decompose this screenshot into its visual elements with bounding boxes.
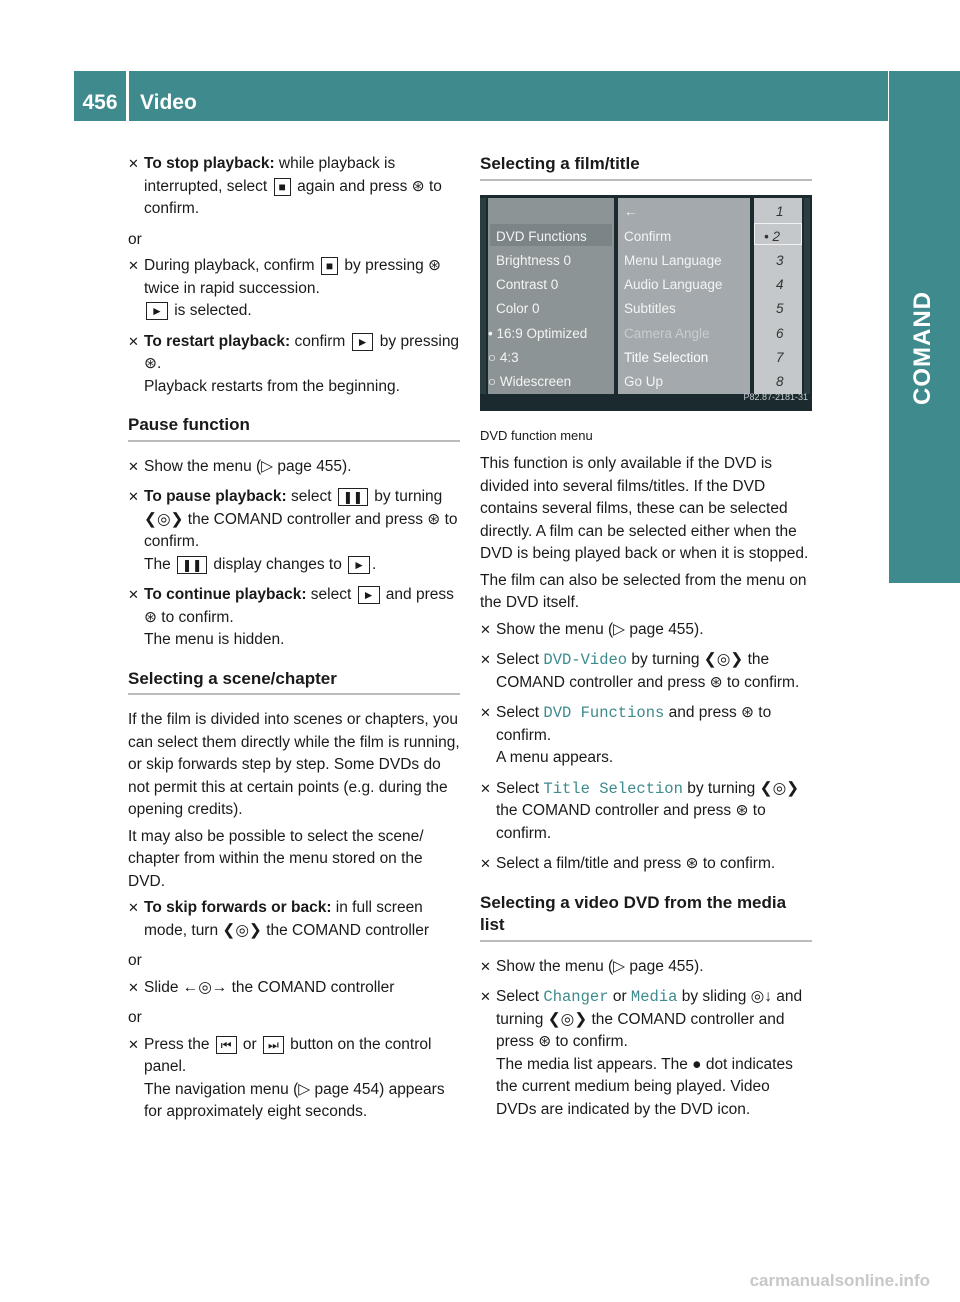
step-text: and press ⊛ to confirm.	[496, 704, 772, 744]
step-text: by sliding ◎↓ and turning ❮◎❯ the COMAND controller and press ⊛ to confirm.	[496, 988, 803, 1050]
step-arrow-icon: ✕	[128, 258, 139, 273]
play-key-icon: ►	[352, 333, 374, 351]
step-note: A menu appears.	[496, 749, 614, 766]
header-divider	[126, 71, 129, 121]
skip-back-key-icon: ⏮	[216, 1036, 237, 1054]
play-key-icon: ►	[348, 556, 370, 574]
or-text: or	[128, 230, 142, 248]
step-film-1	[480, 619, 812, 642]
pause-key-icon: ❚❚	[338, 488, 368, 506]
step-text: in full screen mode, turn ❮◎❯ the COMAND controller	[144, 899, 430, 939]
step-scene-1	[128, 897, 460, 942]
step-text: Select	[496, 704, 544, 721]
title-number: 6	[776, 325, 784, 341]
pause-key-icon: ❚❚	[177, 556, 207, 574]
step-stop-2	[128, 255, 460, 323]
step-note: The media list appears. The ● dot indicates the current medium being played. Video DVDs are indicated by the DVD icon.	[496, 1055, 793, 1118]
section-tab-label: COMAND	[909, 291, 936, 405]
step-text: by pressing ⊛.	[144, 332, 460, 372]
skip-forward-key-icon: ⏭	[263, 1036, 284, 1054]
menu-item: Audio Language	[624, 276, 723, 292]
title-number: 3	[776, 252, 784, 268]
play-key-icon: ►	[358, 586, 380, 604]
menu-item: Title Selection	[624, 349, 709, 365]
step-pause-1	[128, 456, 460, 479]
step-text: Select	[496, 651, 544, 668]
step-text: or	[238, 1035, 261, 1053]
stop-key-icon: ■	[321, 257, 338, 275]
watermark: carmanualsonline.info	[749, 1271, 930, 1290]
title-number: 1	[776, 203, 784, 219]
film-paragraph-2: The film can also be selected from the menu on the DVD itself.	[480, 571, 807, 611]
step-label: To pause playback:	[144, 488, 287, 505]
step-text: by turning ❮◎❯ the COMAND controller and press ⊛ to confirm.	[496, 651, 800, 691]
step-arrow-icon: ✕	[480, 989, 491, 1004]
stop-key-icon: ■	[274, 178, 291, 196]
step-label: To stop playback:	[144, 155, 275, 172]
scene-paragraph-1: If the film is divided into scenes or chapters, you can select them directly while the film is running, or skip forwards step by step. Some DVDs do not permit this at certain points (e.g. during the opening credits).	[128, 711, 460, 818]
menu-item: Go Up	[624, 373, 664, 389]
step-text: Press the	[144, 1035, 214, 1053]
step-text: Show the menu (▷ page 455).	[496, 957, 704, 975]
film-paragraph-1: This function is only available if the DVD is divided into several films/titles. If the DVD contains several films, these can be selected directly. A film can be selected either when the DVD is being played back or when it is stopped.	[480, 455, 809, 562]
step-text: Select a film/title and press ⊛ to confirm.	[496, 855, 776, 872]
step-note: display changes to	[209, 555, 347, 573]
step-label: To restart playback:	[144, 332, 291, 350]
section-tab	[889, 71, 960, 583]
page-header	[74, 71, 888, 121]
step-arrow-icon: ✕	[128, 156, 139, 171]
step-media-1	[480, 956, 812, 979]
step-arrow-icon: ✕	[480, 652, 491, 667]
step-arrow-icon: ✕	[128, 900, 139, 915]
page-title: Video	[140, 91, 197, 114]
screen-edge	[480, 198, 486, 394]
menu-term: DVD Functions	[543, 704, 665, 722]
step-text: by turning ❮◎❯ the COMAND controller and press ⊛ to confirm.	[496, 779, 800, 842]
menu-item: Confirm	[624, 228, 672, 244]
menu-item: DVD Functions	[496, 228, 587, 244]
step-note: The menu is hidden.	[144, 631, 285, 648]
film-heading: Selecting a film/title	[480, 153, 812, 181]
step-media-2	[480, 986, 812, 1121]
step-note: Playback restarts from the beginning.	[144, 377, 400, 395]
step-text: while playback is interrupted, select	[144, 155, 396, 195]
or-text: or	[128, 952, 142, 969]
step-text: by turning ❮◎❯ the COMAND controller and press ⊛ to confirm.	[144, 488, 458, 550]
step-text: again and press ⊛ to confirm.	[144, 177, 442, 217]
step-text: by pressing ⊛ twice in rapid succession.	[144, 257, 441, 297]
step-text: Select	[496, 779, 544, 797]
step-note: The	[144, 555, 176, 573]
menu-item: Subtitles	[624, 300, 676, 316]
menu-item: ○ 4:3	[488, 349, 519, 365]
step-text: confirm	[290, 332, 350, 350]
step-film-5	[480, 853, 812, 876]
step-arrow-icon: ✕	[128, 587, 139, 602]
step-text: select	[286, 488, 336, 505]
step-scene-2	[128, 977, 460, 1000]
step-text: Select	[496, 988, 544, 1005]
step-label: To skip forwards or back:	[144, 899, 332, 916]
step-arrow-icon: ✕	[128, 1036, 139, 1052]
step-arrow-icon: ✕	[128, 333, 139, 349]
step-arrow-icon: ✕	[480, 705, 491, 720]
play-key-icon: ►	[146, 302, 168, 320]
step-arrow-icon: ✕	[128, 458, 139, 474]
menu-item: Brightness 0	[496, 252, 572, 268]
step-text: Show the menu (▷ page 455).	[496, 620, 704, 638]
step-text: button on the control panel.	[144, 1035, 432, 1075]
menu-item: ○ Widescreen	[488, 373, 572, 389]
step-text: and press ⊛ to confirm.	[144, 586, 454, 626]
step-arrow-icon: ✕	[128, 979, 139, 995]
step-text: or	[608, 988, 631, 1005]
step-text: select	[306, 586, 356, 603]
step-text: Show the menu (▷ page 455).	[144, 457, 352, 475]
step-note: .	[372, 555, 377, 573]
step-text: is selected.	[169, 302, 252, 319]
screen-scrollbar	[804, 198, 810, 394]
step-film-4	[480, 778, 812, 846]
title-number: 4	[776, 276, 784, 292]
step-arrow-icon: ✕	[480, 958, 491, 974]
scene-paragraph-2: It may also be possible to select the scene/ chapter from within the menu stored on the DVD.	[128, 827, 424, 890]
dvd-function-menu-screenshot	[480, 195, 812, 411]
menu-term: Title Selection	[543, 779, 683, 798]
menu-term: Media	[630, 988, 678, 1006]
step-arrow-icon: ✕	[480, 780, 491, 796]
step-text: During playback, confirm	[144, 257, 319, 274]
step-stop-1	[128, 153, 460, 221]
menu-item: Color 0	[496, 300, 540, 316]
step-pause-2	[128, 486, 460, 576]
title-number: 5	[776, 300, 784, 316]
step-film-3	[480, 702, 812, 770]
title-number: 7	[776, 349, 784, 365]
step-text: Slide ←◎→ the COMAND controller	[144, 978, 395, 996]
screenshot-caption: DVD function menu	[480, 427, 593, 443]
menu-item: Contrast 0	[496, 276, 559, 292]
media-heading: Selecting a video DVD from the media list	[480, 892, 812, 942]
back-arrow-icon: ←	[624, 203, 638, 219]
step-arrow-icon: ✕	[480, 856, 491, 871]
step-arrow-icon: ✕	[128, 489, 139, 504]
title-number: • 2	[764, 228, 780, 244]
right-column	[480, 153, 812, 1129]
step-arrow-icon: ✕	[480, 621, 491, 637]
pause-heading: Pause function	[128, 414, 460, 442]
menu-term: Changer	[543, 988, 609, 1006]
step-film-2	[480, 649, 812, 694]
step-pause-3	[128, 584, 460, 652]
step-note: The navigation menu (▷ page 454) appears for approximately eight seconds.	[144, 1080, 445, 1120]
scene-heading: Selecting a scene/chapter	[128, 668, 460, 696]
image-credit: P82.87-2181-31	[743, 392, 808, 402]
step-scene-3	[128, 1034, 460, 1124]
step-restart	[128, 331, 460, 399]
page-number: 456	[82, 91, 118, 114]
menu-item: • 16:9 Optimized	[488, 325, 588, 341]
left-column	[128, 153, 460, 1132]
step-label: To continue playback:	[144, 586, 307, 603]
or-text: or	[128, 1009, 142, 1026]
menu-item: Camera Angle	[624, 325, 710, 341]
title-number: 8	[776, 373, 784, 389]
menu-term: DVD-Video	[543, 651, 628, 669]
menu-item: Menu Language	[624, 252, 722, 268]
